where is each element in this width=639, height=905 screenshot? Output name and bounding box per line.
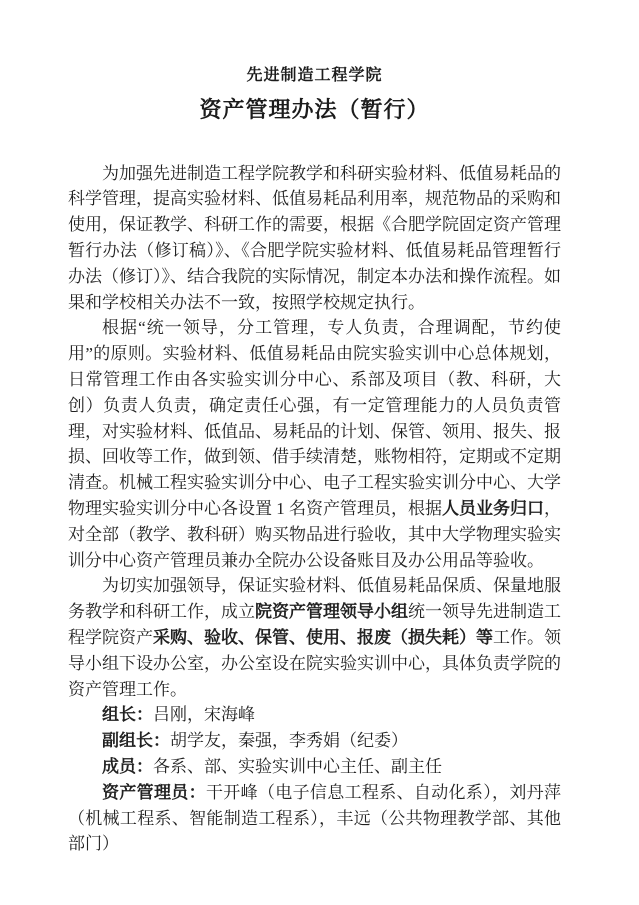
role-label: 资产管理员： <box>102 782 206 802</box>
text-run: 为切实加强领导，保证实验材料、低值易耗品保质、保量地服务教学和科研工作，成立 <box>68 576 561 622</box>
text-run: ，对全部（教学、教科研）购买物品进行验收，其中大学物理实验实训分中心资产管理员兼办全院办公设备账目及办公用品等验收。 <box>68 499 561 570</box>
role-names: 干开峰（电子信息工程系、自动化系），刘丹萍（机械工程系、智能制造工程系），丰远（公共物理教学部、其他部门） <box>68 782 562 854</box>
paragraph-asset-managers <box>68 780 561 857</box>
text-run: 工作。领导小组下设办公室，办公室设在院实验实训中心，具体负责学院的资产管理工作。 <box>68 628 561 699</box>
role-names: 胡学友，秦强，李秀娟（纪委） <box>170 731 408 751</box>
doc-title: 资产管理办法（暂行） <box>199 97 430 123</box>
text-run: 统一领导先进制造工程学院资产 <box>68 602 561 648</box>
line-deputy-leaders <box>68 728 561 754</box>
line-members <box>68 754 561 780</box>
role-names: 吕刚，宋海峰 <box>153 705 255 725</box>
bold-text-run: 院资产管理领导小组 <box>255 602 408 622</box>
text-run: 为加强先进制造工程学院教学和科研实验材料、低值易耗品的科学管理，提高实验材料、低值易耗品利用率，规范物品的采购和使用，保证教学、科研工作的需要，根据《合肥学院固定资产管理暂行办法（修订稿）》、《合肥学院实验材料、低值易耗品管理暂行办法（修订）》、结合我院的实际情况，制定本办法和操作流程。如果和学校相关办法不一致，按照学校规定执行。 <box>68 163 561 312</box>
role-names: 各系、部、实验实训中心主任、副主任 <box>153 757 442 777</box>
bold-text-run: 采购、验收、保管、使用、报废（损失耗）等 <box>153 628 493 648</box>
role-label: 成员： <box>102 757 153 777</box>
paragraph-principles <box>68 315 561 573</box>
role-label: 副组长： <box>102 731 170 751</box>
line-group-leader <box>68 702 561 728</box>
text-run: 根据“统一领导，分工管理，专人负责，合理调配，节约使用”的原则。实验材料、低值易耗品由院实验实训中心总体规划，日常管理工作由各实验实训分中心、系部及项目（教、科研，大创）负责人负责，确定责任心强，有一定管理能力的人员负责管理，对实验材料、低值品、易耗品的计划、保管、领用、报失、报损、回收等工作，做到领、借手续清楚，账物相符，定期或不定期清查。机械工程实验实训分中心、电子工程实验实训分中心、大学物理实验实训分中心各设置 1 名资产管理员，根据 <box>68 318 561 519</box>
paragraph-leadership-group <box>68 573 561 702</box>
doc-body <box>68 161 561 858</box>
bold-text-run: 人员业务归口 <box>442 499 544 519</box>
role-label: 组长： <box>102 705 153 725</box>
doc-subtitle: 先进制造工程学院 <box>246 67 383 84</box>
paragraph-intro <box>68 161 561 316</box>
